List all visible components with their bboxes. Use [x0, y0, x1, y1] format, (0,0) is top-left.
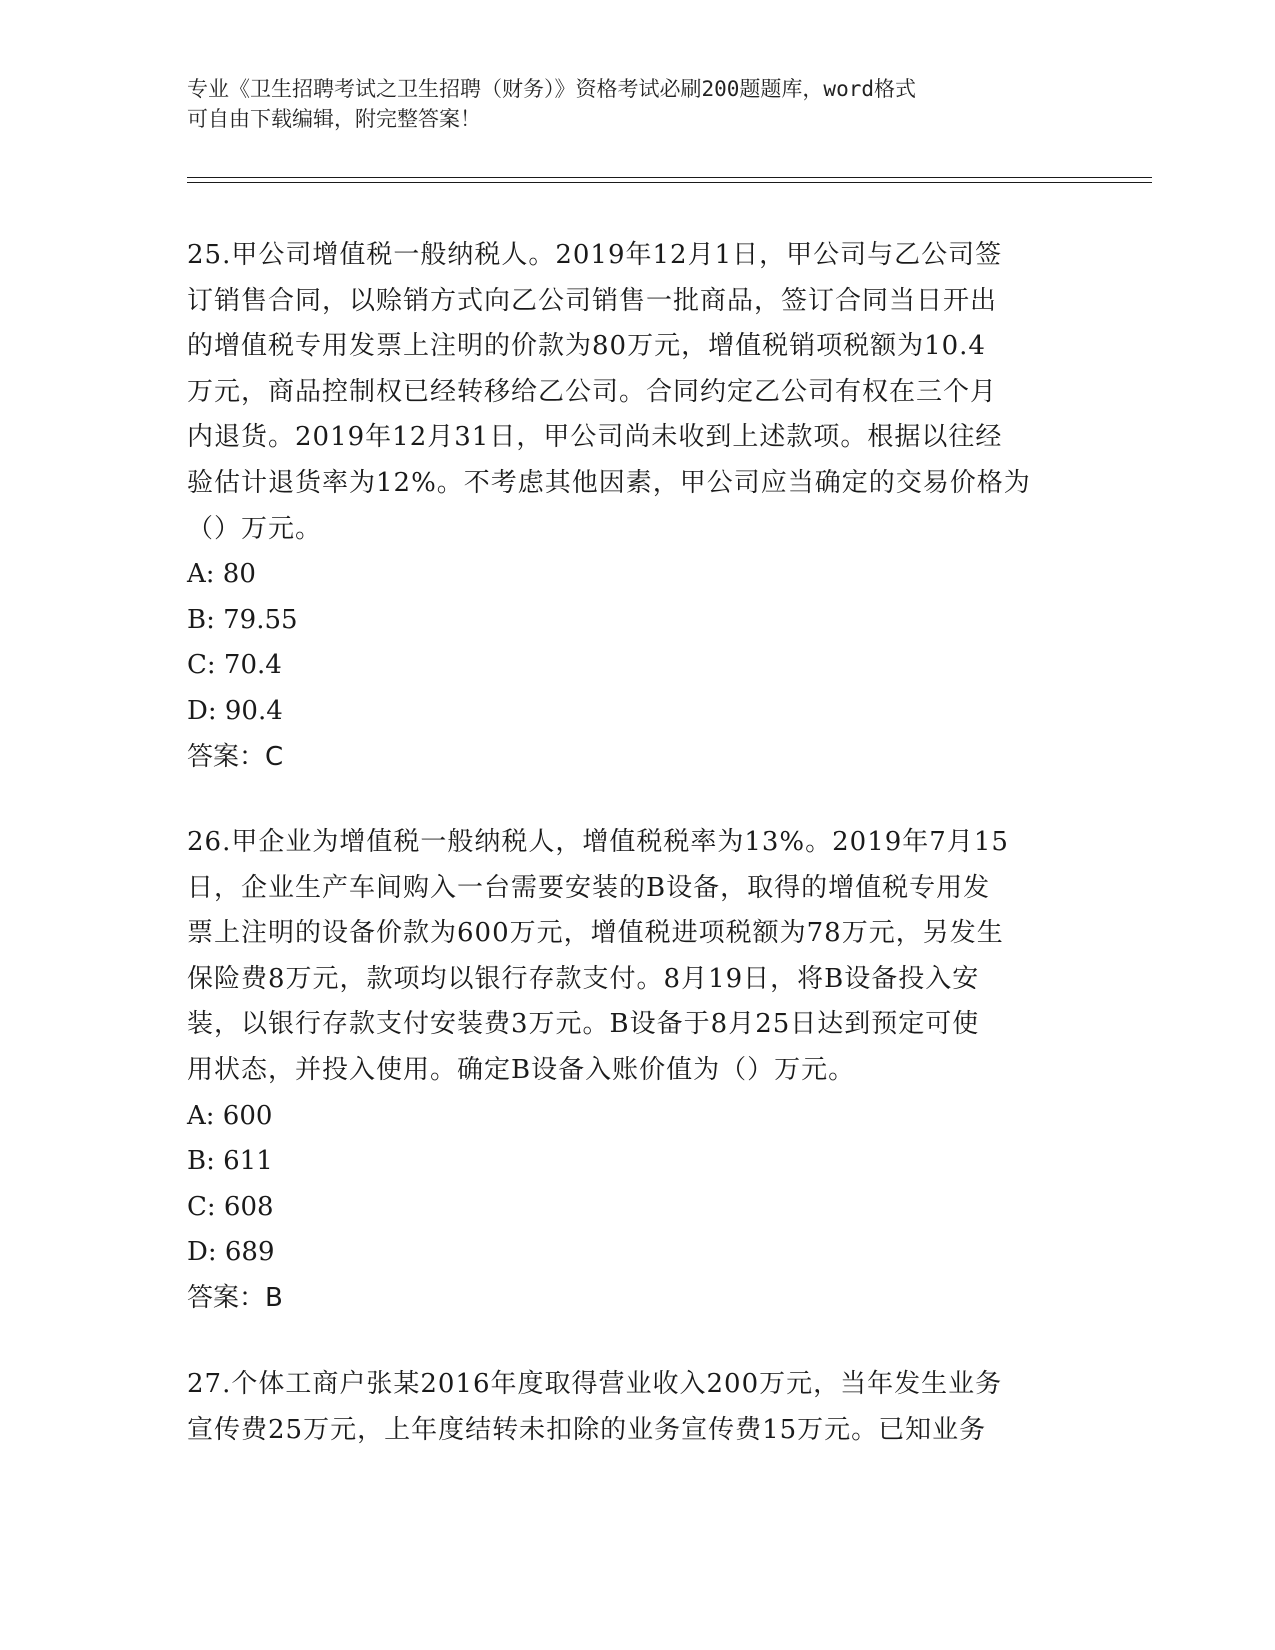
question-text-line: 票上注明的设备价款为600万元，增值税进项税额为78万元，另发生: [187, 918, 1004, 949]
question-text-line: 日，企业生产车间购入一台需要安装的B设备，取得的增值税专用发: [187, 872, 991, 903]
question-text-line: 的增值税专用发票上注明的价款为80万元，增值税销项税额为10.4: [187, 331, 986, 362]
question-27: [187, 1362, 1087, 1453]
question-text-line: 验估计退货率为12%。不考虑其他因素，甲公司应当确定的交易价格为: [187, 467, 1031, 498]
answer-label: 答案：B: [187, 1282, 283, 1313]
question-text-line: （）万元。: [187, 513, 323, 544]
page-header: [187, 74, 1087, 134]
option-a: A: 80: [187, 559, 256, 590]
question-text-line: 保险费8万元，款项均以银行存款支付。8月19日，将B设备投入安: [187, 963, 980, 994]
header-divider: [187, 177, 1152, 178]
option-c: C: 70.4: [187, 650, 282, 681]
answer-label: 答案：C: [187, 741, 284, 772]
question-text-line: 内退货。2019年12月31日，甲公司尚未收到上述款项。根据以往经: [187, 422, 1003, 453]
header-divider: [187, 182, 1152, 183]
question-text-line: 宣传费25万元，上年度结转未扣除的业务宣传费15万元。已知业务: [187, 1414, 987, 1445]
header-line: 专业《卫生招聘考试之卫生招聘（财务）》资格考试必刷200题题库，word格式: [187, 77, 916, 101]
question-text-line: 万元，商品控制权已经转移给乙公司。合同约定乙公司有权在三个月: [187, 376, 998, 407]
option-c: C: 608: [187, 1191, 274, 1222]
question-text-line: 26.甲企业为增值税一般纳税人，增值税税率为13%。2019年7月15: [187, 827, 1009, 857]
question-25: [187, 233, 1087, 780]
question-text-line: 25.甲公司增值税一般纳税人。2019年12月1日，甲公司与乙公司签: [187, 240, 1003, 270]
option-a: A: 600: [187, 1100, 273, 1131]
question-text-line: 用状态，并投入使用。确定B设备入账价值为（）万元。: [187, 1054, 856, 1085]
question-text-line: 装，以银行存款支付安装费3万元。B设备于8月25日达到预定可使: [187, 1009, 980, 1040]
header-line: 可自由下载编辑，附完整答案！: [187, 107, 481, 131]
question-text-line: 27.个体工商户张某2016年度取得营业收入200万元，当年发生业务: [187, 1369, 1003, 1399]
option-b: B: 79.55: [187, 604, 298, 635]
option-b: B: 611: [187, 1146, 273, 1177]
question-text-line: 订销售合同，以赊销方式向乙公司销售一批商品，签订合同当日开出: [187, 285, 998, 316]
option-d: D: 90.4: [187, 695, 283, 726]
option-d: D: 689: [187, 1237, 275, 1268]
question-26: [187, 820, 1087, 1322]
